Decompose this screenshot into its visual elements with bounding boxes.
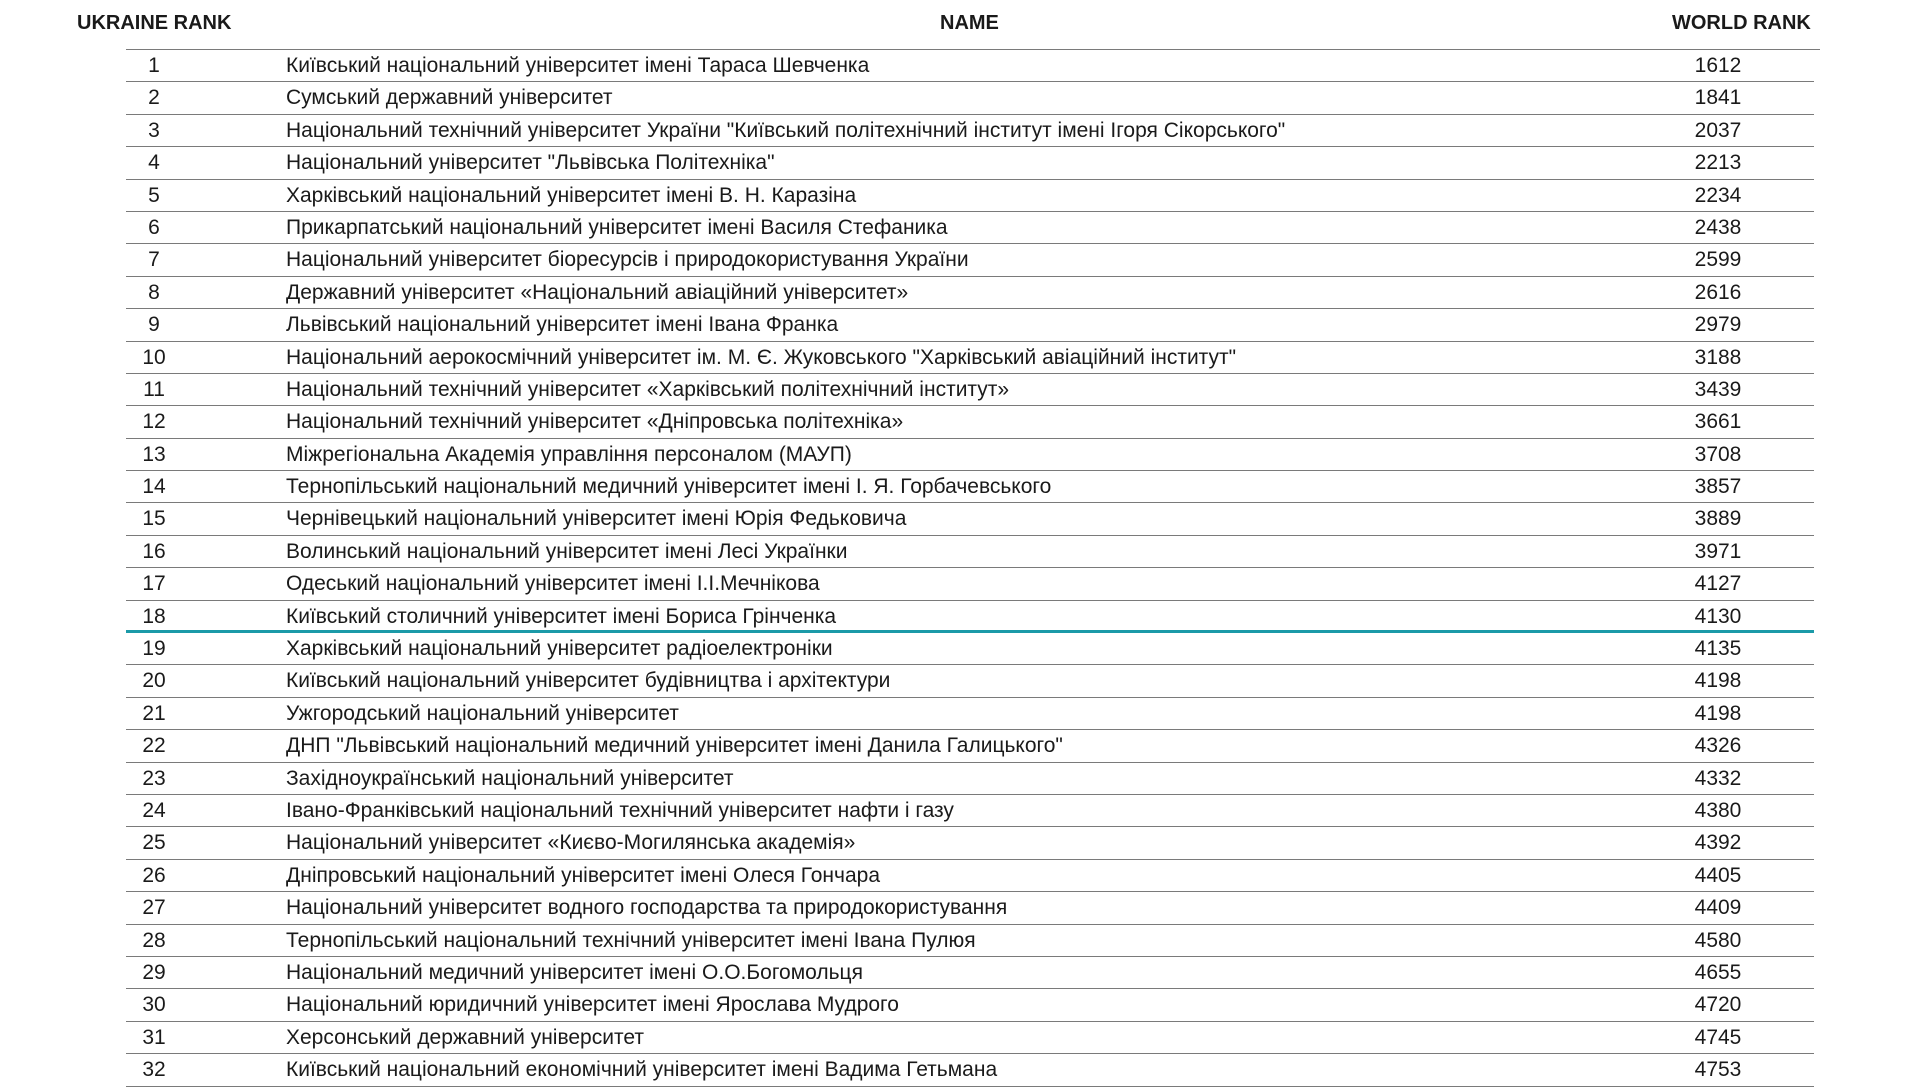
university-name-cell: ДНП "Львівський національний медичний університет імені Данила Галицького" <box>286 734 1063 758</box>
university-name-cell: Харківський національний університет радіоелектроніки <box>286 637 833 661</box>
header-name: NAME <box>940 12 999 34</box>
university-name-cell: Київський національний університет імені Тараса Шевченка <box>286 54 870 77</box>
table-body <box>126 50 1814 1087</box>
ukraine-rank-cell: 13 <box>142 442 166 466</box>
ukraine-rank-cell: 17 <box>142 572 166 596</box>
table-row <box>126 1022 1814 1054</box>
table-row <box>126 471 1814 503</box>
world-rank-cell: 4198 <box>1694 701 1742 725</box>
ukraine-rank-cell: 30 <box>142 993 166 1017</box>
table-row <box>126 827 1814 859</box>
ukraine-rank-cell: 5 <box>148 183 160 207</box>
table-row <box>126 730 1814 762</box>
university-name-cell: Державний університет «Національний авіаційний університет» <box>286 280 909 304</box>
university-name-cell: Львівський національний університет імені Івана Франка <box>286 313 839 337</box>
ukraine-rank-cell: 10 <box>142 345 166 369</box>
ukraine-rank-cell: 12 <box>142 410 166 434</box>
ukraine-rank-cell: 25 <box>142 831 166 855</box>
table-row <box>126 763 1814 795</box>
ukraine-rank-cell: 19 <box>142 637 166 661</box>
table-row <box>126 82 1814 114</box>
university-name-cell: Київський національний економічний університет імені Вадима Гетьмана <box>286 1058 998 1082</box>
world-rank-cell: 4127 <box>1694 572 1742 596</box>
world-rank-cell: 3857 <box>1694 475 1742 499</box>
table-row <box>126 277 1814 309</box>
university-name-cell: Національний аерокосмічний університет ім. М. Є. Жуковського "Харківський авіаційний інститут" <box>286 345 1237 369</box>
university-name-cell: Національний університет "Львівська Політехніка" <box>286 151 775 175</box>
table-row <box>126 795 1814 827</box>
table-row <box>126 309 1814 341</box>
world-rank-cell: 4409 <box>1694 896 1742 920</box>
ukraine-rank-cell: 9 <box>148 313 160 337</box>
university-name-cell: Київський столичний університет імені Бориса Грінченка <box>286 604 837 628</box>
world-rank-cell: 4720 <box>1694 993 1742 1017</box>
ukraine-rank-cell: 8 <box>148 280 160 304</box>
university-name-cell: Національний юридичний університет імені Ярослава Мудрого <box>286 993 899 1017</box>
table-row <box>126 439 1814 471</box>
table-row <box>126 1054 1814 1086</box>
university-name-cell: Волинський національний університет імені Лесі Українки <box>286 539 848 563</box>
world-rank-cell: 4580 <box>1694 928 1742 952</box>
table-row <box>126 989 1814 1021</box>
world-rank-cell: 4332 <box>1694 766 1742 790</box>
university-name-cell: Національний університет водного господарства та природокористування <box>286 896 1008 920</box>
university-name-cell: Івано-Франківський національний технічний університет нафти і газу <box>286 798 954 822</box>
ukraine-rank-cell: 31 <box>142 1025 166 1049</box>
university-name-cell: Київський національний університет будівництва і архітектури <box>286 669 891 693</box>
table-row <box>126 957 1814 989</box>
ukraine-rank-cell: 24 <box>142 798 166 822</box>
university-name-cell: Національний технічний університет «Дніпровська політехніка» <box>286 410 904 434</box>
world-rank-cell: 2234 <box>1694 183 1742 207</box>
world-rank-cell: 4655 <box>1694 960 1742 984</box>
table-row <box>126 147 1814 179</box>
world-rank-cell: 4392 <box>1694 831 1742 855</box>
table-row <box>126 503 1814 535</box>
world-rank-cell: 4753 <box>1694 1058 1742 1082</box>
ukraine-rank-cell: 32 <box>142 1058 166 1082</box>
table-row <box>126 50 1814 82</box>
world-rank-cell: 4135 <box>1694 637 1742 661</box>
ukraine-rank-cell: 26 <box>142 863 166 887</box>
university-name-cell: Харківський національний університет імені В. Н. Каразіна <box>286 183 857 207</box>
table-row <box>126 633 1814 665</box>
table-row <box>126 212 1814 244</box>
table-row <box>126 244 1814 276</box>
university-name-cell: Національний медичний університет імені О.О.Богомольця <box>286 960 863 984</box>
university-name-cell: Дніпровський національний університет імені Олеся Гончара <box>286 863 880 887</box>
university-name-cell: Національний університет біоресурсів і природокористування України <box>286 248 969 272</box>
header-ukraine-rank: UKRAINE RANK <box>77 12 232 34</box>
ukraine-rank-cell: 22 <box>142 734 166 758</box>
ukraine-rank-cell: 29 <box>142 960 166 984</box>
world-rank-cell: 2213 <box>1694 151 1742 175</box>
world-rank-cell: 2599 <box>1694 248 1742 272</box>
world-rank-cell: 3661 <box>1694 410 1742 434</box>
world-rank-cell: 2979 <box>1694 313 1742 337</box>
ukraine-rank-cell: 21 <box>142 701 166 725</box>
ukraine-rank-cell: 18 <box>142 604 166 628</box>
table-row <box>126 698 1814 730</box>
university-name-cell: Херсонський державний університет <box>286 1025 644 1049</box>
university-name-cell: Міжрегіональна Академія управління персоналом (МАУП) <box>286 442 852 466</box>
world-rank-cell: 3889 <box>1694 507 1742 531</box>
ukraine-rank-cell: 14 <box>142 475 166 499</box>
ukraine-rank-cell: 15 <box>142 507 166 531</box>
table-header <box>0 8 1920 38</box>
ukraine-rank-cell: 3 <box>148 118 160 142</box>
world-rank-cell: 2037 <box>1694 118 1742 142</box>
table-row <box>126 342 1814 374</box>
ukraine-rank-cell: 27 <box>142 896 166 920</box>
table-row <box>126 115 1814 147</box>
table-row <box>126 925 1814 957</box>
university-name-cell: Тернопільський національний технічний університет імені Івана Пулюя <box>286 928 976 952</box>
world-rank-cell: 1841 <box>1694 86 1742 110</box>
world-rank-cell: 1612 <box>1694 54 1742 77</box>
ukraine-rank-cell: 1 <box>148 54 160 77</box>
world-rank-cell: 4326 <box>1694 734 1742 758</box>
world-rank-cell: 2438 <box>1694 215 1742 239</box>
ukraine-rank-cell: 11 <box>143 377 165 401</box>
ukraine-rank-cell: 7 <box>148 248 160 272</box>
table-row <box>126 180 1814 212</box>
ukraine-rank-cell: 4 <box>148 151 160 175</box>
world-rank-cell: 4380 <box>1694 798 1742 822</box>
world-rank-cell: 3971 <box>1694 539 1742 563</box>
world-rank-cell: 3188 <box>1694 345 1742 369</box>
university-name-cell: Національний університет «Києво-Могилянська академія» <box>286 831 856 855</box>
ukraine-rank-cell: 20 <box>142 669 166 693</box>
table-row <box>126 568 1814 600</box>
university-name-cell: Національний технічний університет України "Київський політехнічний інститут імені Ігоря Сікорського" <box>286 118 1286 142</box>
table-row <box>126 601 1814 633</box>
world-rank-cell: 4130 <box>1694 604 1742 628</box>
ukraine-rank-cell: 6 <box>148 215 160 239</box>
table-row <box>126 406 1814 438</box>
university-name-cell: Одеський національний університет імені І.І.Мечнікова <box>286 572 820 596</box>
table-row <box>126 665 1814 697</box>
ukraine-rank-cell: 16 <box>142 539 166 563</box>
ukraine-rank-cell: 23 <box>142 766 166 790</box>
table-row <box>126 892 1814 924</box>
ukraine-rank-cell: 28 <box>142 928 166 952</box>
world-rank-cell: 3708 <box>1694 442 1742 466</box>
world-rank-cell: 4405 <box>1694 863 1742 887</box>
university-name-cell: Західноукраїнський національний університет <box>286 766 734 790</box>
world-rank-cell: 4198 <box>1694 669 1742 693</box>
university-name-cell: Сумський державний університет <box>286 86 613 110</box>
university-name-cell: Національний технічний університет «Харківський політехнічний інститут» <box>286 377 1010 401</box>
ukraine-rank-cell: 2 <box>148 86 160 110</box>
world-rank-cell: 4745 <box>1694 1025 1742 1049</box>
table-row <box>126 374 1814 406</box>
university-name-cell: Тернопільський національний медичний університет імені І. Я. Горбачевського <box>286 475 1052 499</box>
table-row <box>126 536 1814 568</box>
university-name-cell: Прикарпатський національний університет імені Василя Стефаника <box>286 215 948 239</box>
header-world-rank: WORLD RANK <box>1672 12 1811 34</box>
table-row <box>126 860 1814 892</box>
university-name-cell: Чернівецький національний університет імені Юрія Федьковича <box>286 507 907 531</box>
world-rank-cell: 2616 <box>1694 280 1742 304</box>
university-name-cell: Ужгородський національний університет <box>286 701 679 725</box>
world-rank-cell: 3439 <box>1694 377 1742 401</box>
